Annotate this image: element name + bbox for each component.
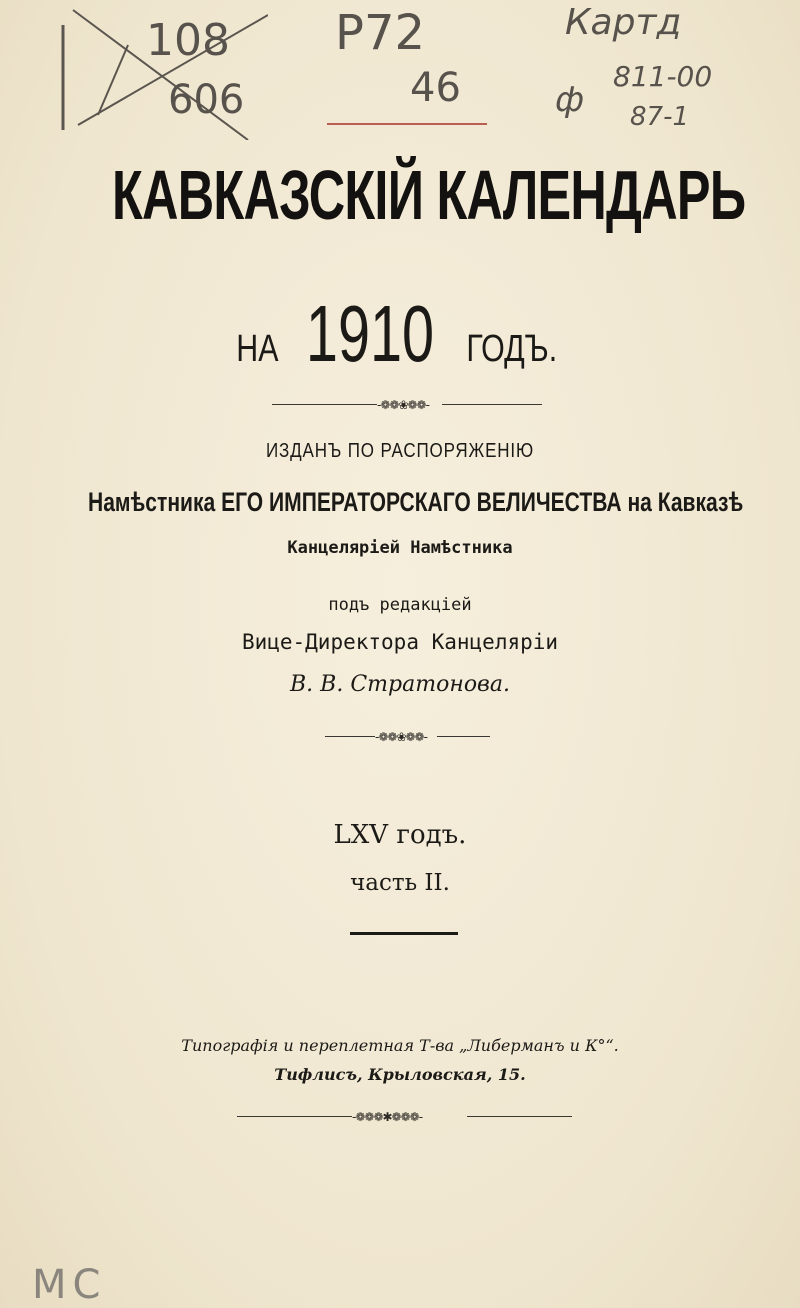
shelfmark-number: 108: [146, 15, 230, 66]
card-mark: Картд: [565, 2, 682, 43]
catalog-mark: P72: [335, 5, 426, 61]
year-line: [0, 288, 800, 380]
vice-director-line: Вице-Директора Канцеляріи: [241, 630, 559, 654]
inventory-number: 811-00: [613, 60, 713, 93]
ornament-divider-1: [272, 398, 542, 412]
viceroy-line: Намѣстника ЕГО ИМПЕРАТОРСКАГО ВЕЛИЧЕСТВА на Кавказѣ: [88, 487, 744, 517]
volume-part: часть II.: [350, 870, 450, 896]
catalog-sub-mark: 46: [410, 65, 461, 111]
editor-name: В. В. Стратонова.: [290, 672, 510, 697]
edition-year: LXV годъ.: [333, 820, 467, 850]
divider-rule: [350, 932, 458, 935]
chancellery-line: Канцеляріей Намѣстника: [287, 538, 513, 558]
ornament-divider-2: [325, 730, 490, 744]
page-title: КАВКАЗСКІЙ КАЛЕНДАРЬ: [112, 156, 746, 234]
year-number: 1910: [305, 289, 434, 378]
phi-mark: ф: [555, 80, 585, 120]
ornament-divider-3: [237, 1110, 572, 1124]
ornament-glyph: -❁❁❁✱❁❁❁-: [352, 1110, 423, 1124]
ornament-glyph: -❁❁❀❁❁-: [375, 730, 427, 744]
shelfmark-sub-number: 606: [168, 77, 245, 123]
handwritten-mark-top-left: [58, 5, 268, 140]
red-underline: [327, 123, 487, 125]
published-by-order: ИЗДАНЪ ПО РАСПОРЯЖЕНІЮ: [265, 440, 534, 462]
year-prefix: НА: [236, 328, 279, 370]
ornament-glyph: -❁❁❀❁❁-: [377, 398, 429, 412]
inventory-sub-number: 87-1: [630, 102, 690, 132]
printer-address: Тифлисъ, Крыловская, 15.: [274, 1065, 526, 1084]
year-suffix: ГОДЪ.: [466, 328, 558, 370]
handwritten-mark-bottom-left: MC: [32, 1262, 107, 1308]
printer-line: Типографія и переплетная Т-ва „Либерманъ и К°“.: [181, 1036, 619, 1055]
edited-by-line: подъ редакціей: [328, 595, 472, 615]
